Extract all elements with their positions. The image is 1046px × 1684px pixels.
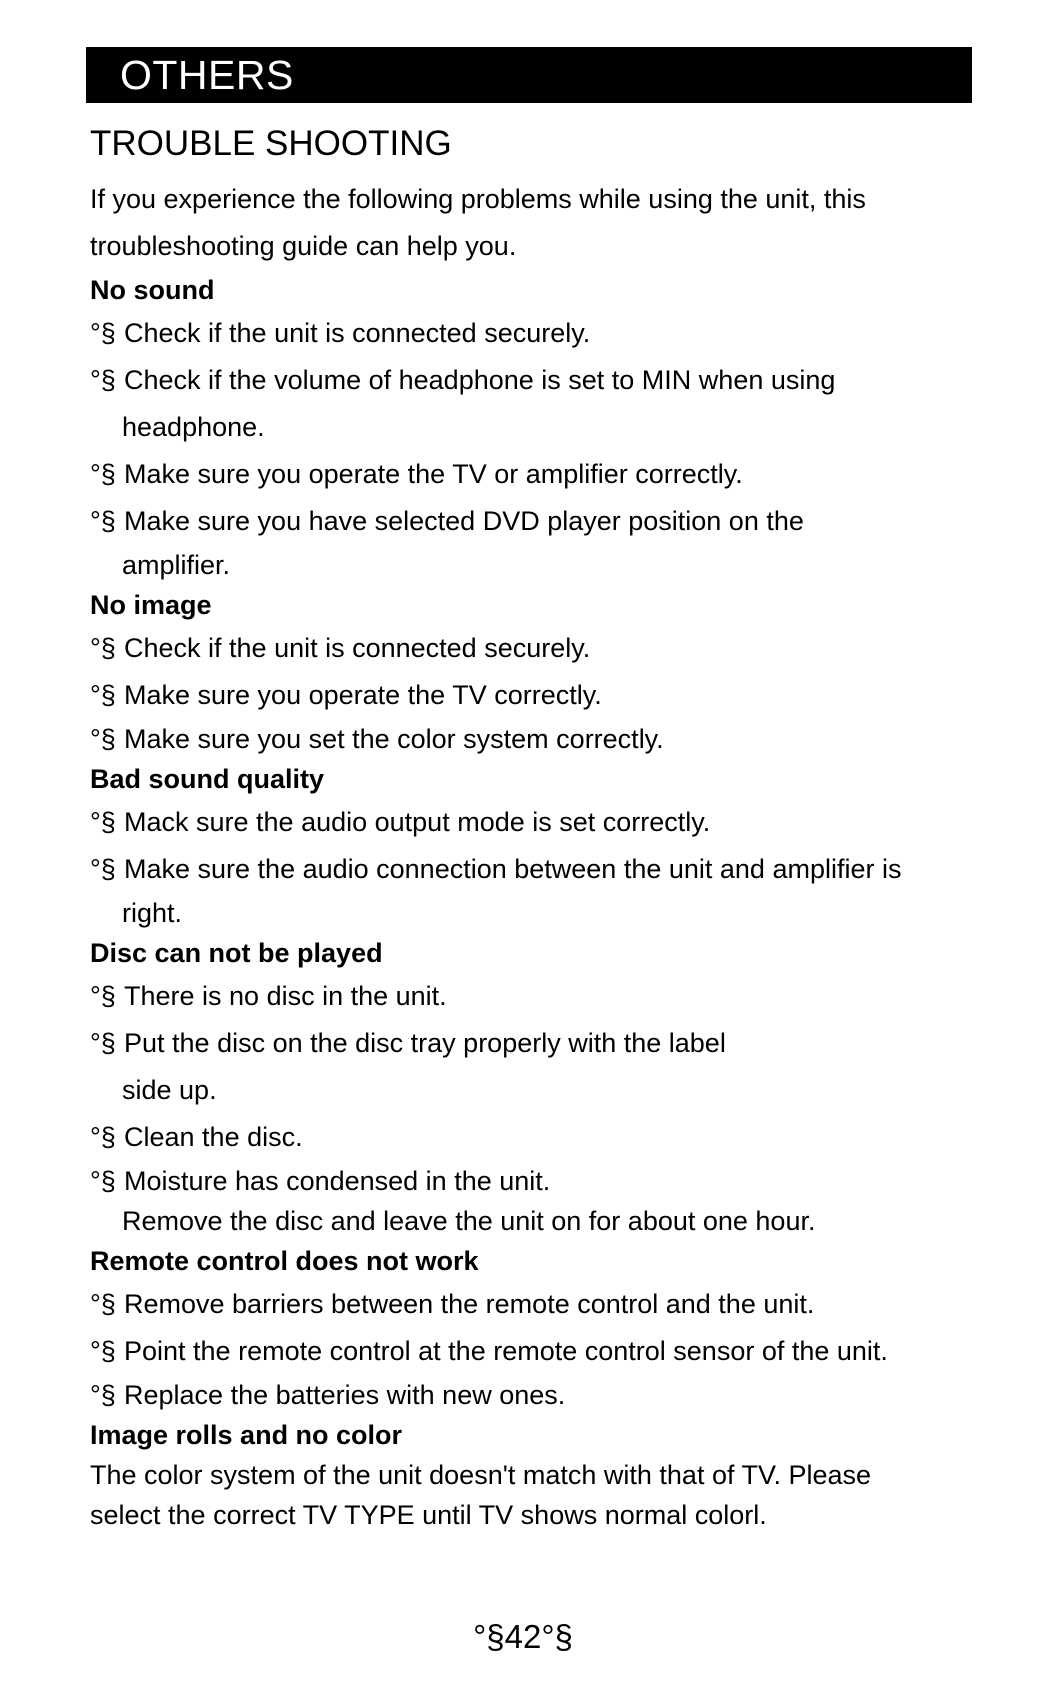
intro-line: troubleshooting guide can help you. [90,231,517,261]
section-heading-no-image: No image [90,590,212,620]
list-item-text: Check if the unit is connected securely. [124,633,591,663]
list-item-continuation: right. [122,898,183,928]
list-item-continuation: amplifier. [122,550,231,580]
section-heading-disc-can-not-be-played: Disc can not be played [90,938,383,968]
section-header-bar [86,47,972,103]
bullet-marker: °§ [90,459,116,489]
list-item-text: Mack sure the audio output mode is set correctly. [124,807,711,837]
list-item [90,310,970,357]
list-item-text: Point the remote control at the remote control sensor of the unit. [124,1336,888,1366]
list-item [90,357,970,404]
section-header-title: OTHERS [120,51,294,98]
list-item [90,973,970,1020]
bullet-marker: °§ [90,1380,116,1410]
bullet-marker: °§ [90,680,116,710]
page-title: TROUBLE SHOOTING [90,124,452,163]
page-number: °§42°§ [473,1618,573,1655]
list-item-text: Make sure you have selected DVD player position on the [124,506,804,536]
list-item [90,1020,970,1067]
section-heading-no-sound: No sound [90,275,215,305]
list-item-continuation: Remove the disc and leave the unit on for about one hour. [122,1206,816,1236]
bullet-marker: °§ [90,724,116,754]
list-item-text: Make sure you operate the TV correctly. [124,680,602,710]
list-item-continuation: side up. [122,1075,217,1105]
list-item-text: Make sure you set the color system correctly. [124,724,664,754]
list-item [90,498,970,545]
list-item-text: There is no disc in the unit. [124,981,447,1011]
list-item [90,719,970,759]
section-heading-bad-sound-quality: Bad sound quality [90,764,325,794]
bullet-marker: °§ [90,1166,116,1196]
list-item-text: Check if the volume of headphone is set to MIN when using [124,365,836,395]
bullet-marker: °§ [90,365,116,395]
list-item [90,1328,970,1375]
list-item [90,1375,970,1415]
bullet-marker: °§ [90,1336,116,1366]
intro-line: If you experience the following problems while using the unit, this [90,184,866,214]
note-line: The color system of the unit doesn't match with that of TV. Please [90,1460,872,1490]
list-item-text: Make sure you operate the TV or amplifier correctly. [124,459,743,489]
bullet-marker: °§ [90,981,116,1011]
list-item-text: Make sure the audio connection between the unit and amplifier is [124,854,902,884]
list-item-text: Moisture has condensed in the unit. [124,1166,551,1196]
list-item-text: Put the disc on the disc tray properly with the label [124,1028,726,1058]
list-item-text: Replace the batteries with new ones. [124,1380,566,1410]
list-item [90,672,970,719]
list-item-text: Remove barriers between the remote control and the unit. [124,1289,815,1319]
bullet-marker: °§ [90,1028,116,1058]
troubleshooting-content [90,176,970,1535]
list-item-text: Check if the unit is connected securely. [124,318,591,348]
bullet-marker: °§ [90,854,116,884]
list-item [90,625,970,672]
list-item [90,1281,970,1328]
section-heading-remote-control-does-not-work: Remote control does not work [90,1246,479,1276]
bullet-marker: °§ [90,506,116,536]
bullet-marker: °§ [90,807,116,837]
bullet-marker: °§ [90,1122,116,1152]
list-item [90,799,970,846]
list-item [90,846,970,893]
bullet-marker: °§ [90,633,116,663]
list-item-continuation: headphone. [122,412,265,442]
bullet-marker: °§ [90,1289,116,1319]
list-item [90,1114,970,1161]
section-heading-image-rolls-and-no-color: Image rolls and no color [90,1420,403,1450]
list-item-text: Clean the disc. [124,1122,303,1152]
list-item [90,451,970,498]
list-item [90,1161,970,1201]
note-line: select the correct TV TYPE until TV shows normal colorl. [90,1500,767,1530]
bullet-marker: °§ [90,318,116,348]
